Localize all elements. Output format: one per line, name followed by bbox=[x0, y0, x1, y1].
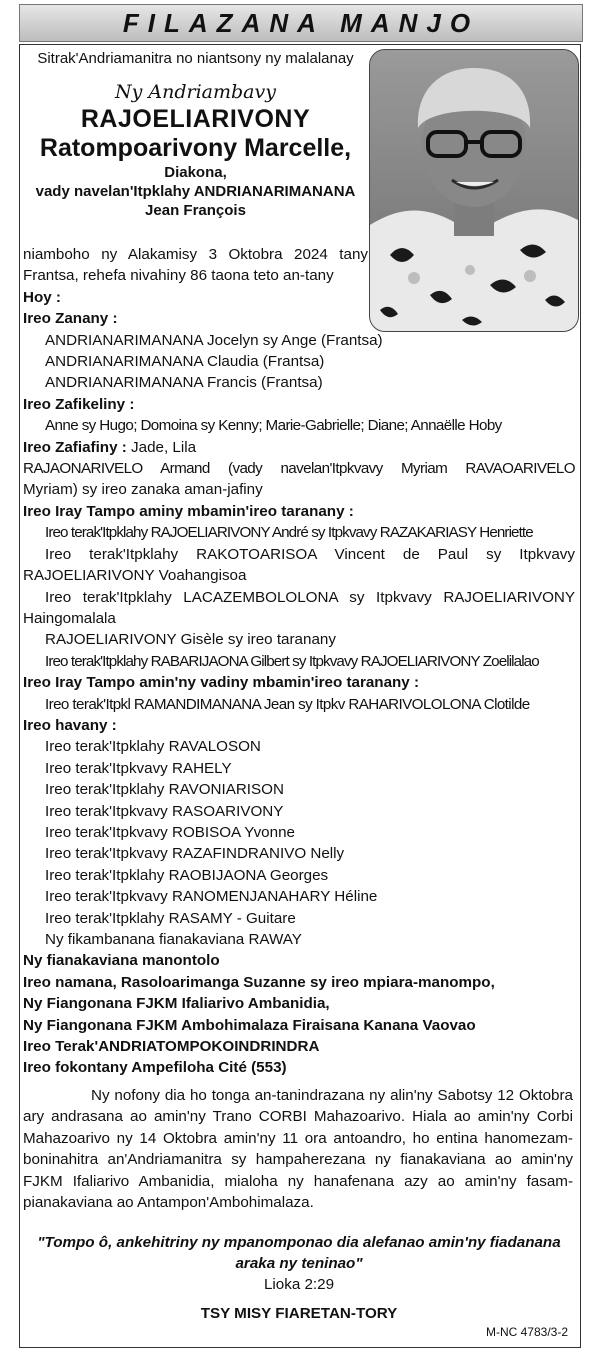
list-item: Ireo terak'Itpkvavy RASOARIVONY bbox=[45, 802, 284, 820]
deceased-header bbox=[23, 50, 368, 220]
list-item: Ireo terak'Itpklahy RABARIJAONA Gilbert sy Itpkvavy RAJOELIARIVONY Zoelilalao bbox=[45, 652, 539, 670]
list-item: Ireo terak'Itpklahy RAKOTOARISOA Vincent de Paul sy Itpkvavy bbox=[45, 545, 575, 563]
banner-title: FILAZANA MANJO bbox=[19, 4, 583, 42]
list-item: Ireo terak'Itpklahy RASAMY - Guitare bbox=[45, 909, 296, 927]
verse-quote: "Tompo ô, ankehitriny ny mpanomponao dia alefanao amin'ny fiadanana bbox=[37, 1234, 561, 1251]
zanany-heading: Ireo Zanany : bbox=[23, 310, 118, 328]
list-item: Ireo terak'Itpkvavy RAZAFINDRANIVO Nelly bbox=[45, 845, 345, 863]
list-item: Anne sy Hugo; Domoina sy Kenny; Marie-Gabrielle; Diane; Annaëlle Hoby bbox=[45, 417, 502, 435]
list-item: RAJOELIARIVONY Gisèle sy ireo taranany bbox=[45, 631, 336, 649]
closing-line: Ny fianakaviana manontolo bbox=[23, 952, 220, 970]
list-item: Ireo terak'Itpklahy RAVALOSON bbox=[45, 738, 261, 756]
spouse-line: vady navelan'Itpklahy ANDRIANARIMANANA bbox=[35, 183, 356, 200]
honorific: Ny Andriambavy bbox=[115, 81, 276, 103]
intro-line: Sitrak'Andriamanitra no niantsony ny malalanay bbox=[37, 50, 354, 67]
zafiafiny-heading: Ireo Zafiafiny : bbox=[23, 438, 127, 456]
list-item: RAJAONARIVELO Armand (vady navelan'Itpkvavy Myriam RAVAOARIVELO bbox=[23, 460, 575, 478]
funeral-announcement bbox=[23, 1085, 573, 1213]
death-line: niamboho ny Alakamisy 3 Oktobra 2024 tany bbox=[23, 246, 368, 263]
hoy-heading: Hoy : bbox=[23, 288, 61, 306]
deceased-title: Diakona, bbox=[164, 164, 227, 181]
verse-reference: Lioka 2:29 bbox=[263, 1276, 335, 1293]
closing-line: Ny Fiangonana FJKM Ifaliarivo Ambanidia, bbox=[23, 995, 330, 1013]
list-item: ANDRIANARIMANANA Claudia (Frantsa) bbox=[45, 353, 325, 371]
havany-heading: Ireo havany : bbox=[23, 716, 117, 734]
verse-quote: araka ny teninao" bbox=[235, 1255, 363, 1272]
footer-note: TSY MISY FIARETAN-TORY bbox=[200, 1305, 398, 1322]
list-item: Ireo terak'Itpkvavy RAHELY bbox=[45, 759, 232, 777]
list-item: Ireo terak'Itpklahy RAOBIJAONA Georges bbox=[45, 866, 329, 884]
spouse-name: Jean François bbox=[145, 202, 246, 219]
list-item: Ireo terak'Itpklahy RAJOELIARIVONY André sy Itpkvavy RAZAKARIASY Henriette bbox=[45, 524, 533, 542]
ad-reference: M-NC 4783/3-2 bbox=[485, 1325, 568, 1339]
list-item: Ireo terak'Itpkvavy RANOMENJANAHARY Héline bbox=[45, 888, 378, 906]
closing-line: Ireo fokontany Ampefiloha Cité (553) bbox=[23, 1059, 287, 1077]
bible-verse bbox=[23, 1232, 575, 1295]
zafikeliny-heading: Ireo Zafikeliny : bbox=[23, 395, 135, 413]
list-item: Ny fikambanana fianakaviana RAWAY bbox=[45, 931, 302, 948]
zafiafiny-names: Jade, Lila bbox=[126, 438, 197, 456]
list-item: Haingomalala bbox=[23, 609, 116, 627]
closing-line: Ireo Terak'ANDRIATOMPOKOINDRINDRA bbox=[23, 1038, 320, 1056]
list-item: Ireo terak'Itpklahy RAVONIARISON bbox=[45, 781, 284, 799]
family-list bbox=[23, 244, 575, 1079]
closing-line: Ireo namana, Rasoloarimanga Suzanne sy ireo mpiara-manompo, bbox=[23, 973, 495, 991]
list-item: RAJOELIARIVONY Voahangisoa bbox=[23, 567, 247, 585]
list-item: Ireo terak'Itpkvavy ROBISOA Yvonne bbox=[45, 823, 295, 841]
list-item: Ireo terak'Itpklahy LACAZEMBOLOLONA sy Itpkvavy RAJOELIARIVONY bbox=[45, 588, 575, 606]
iray-tampo-heading: Ireo Iray Tampo aminy mbamin'ireo taranany : bbox=[23, 502, 354, 520]
list-item: Ireo terak'Itpkl RAMANDIMANANA Jean sy Itpkv RAHARIVOLOLONA Clotilde bbox=[45, 695, 530, 713]
given-names: Ratompoarivony Marcelle, bbox=[39, 134, 352, 162]
surname: RAJOELIARIVONY bbox=[80, 105, 311, 133]
vadiny-heading: Ireo Iray Tampo amin'ny vadiny mbamin'ireo taranany : bbox=[23, 674, 420, 692]
closing-line: Ny Fiangonana FJKM Ambohimalaza Firaisana Kanana Vaovao bbox=[23, 1016, 476, 1034]
list-item: ANDRIANARIMANANA Francis (Frantsa) bbox=[45, 374, 323, 392]
list-item: ANDRIANARIMANANA Jocelyn sy Ange (Frantsa) bbox=[45, 331, 383, 349]
death-line: Frantsa, rehefa nivahiny 86 taona teto an-tany bbox=[23, 267, 334, 285]
list-item: Myriam) sy ireo zanaka aman-jafiny bbox=[23, 481, 263, 499]
zafiafiny-line bbox=[23, 437, 575, 458]
announcement-text: Ny nofony dia ho tonga an-tanindrazana ny alin'ny Sabotsy 12 Oktobra ary andrasana ao amin'ny Trano CORBI Mahazoarivo. Hiala ao amin'ny Corbi Mahazoarivo ny 14 Oktobra amin'ny 11 ora antoandro, ho entina hanomezam-boninahitra an'Andriamanitra sy hampaherezana ny fianakaviana ao amin'ny FJKM Ifaliarivo Ambanidia, mialoha ny hanafenana azy ao amin'ny fasam-pianakaviana ao Antampon'Ambohimalaza. bbox=[23, 1087, 573, 1212]
